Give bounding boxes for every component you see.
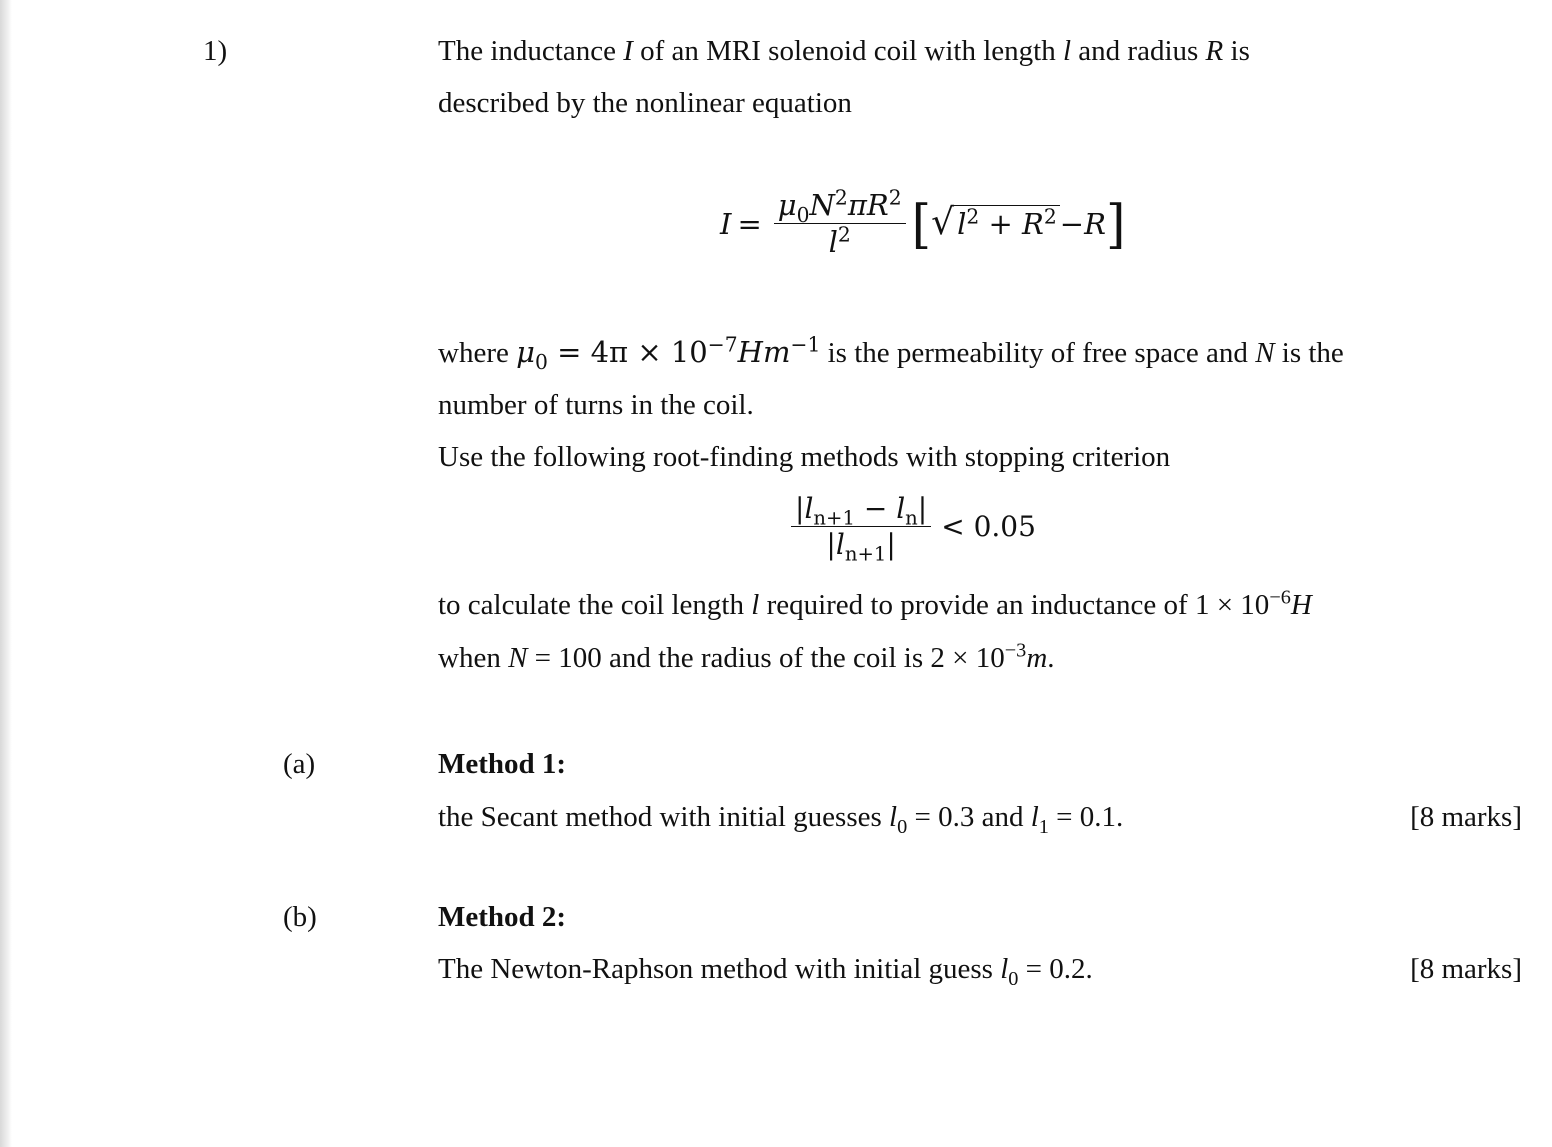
calc-line-2: when N = 100 and the radius of the coil is $2 \times 10^{-3}m$. — [438, 639, 1055, 674]
page-edge-shadow — [0, 0, 12, 1147]
calc-line-1: to calculate the coil length l required to provide an inductance of $1 \times 10^{-6}H$ — [438, 586, 1312, 621]
part-b-text: The Newton-Raphson method with initial guess $l_0 = 0.2$. — [438, 953, 1093, 990]
part-a-title: Method 1: — [438, 748, 567, 780]
part-b-label: (b) — [283, 901, 317, 933]
where-line-1: where $\mu_0 = 4\pi \times 10^{-7}Hm^{-1}$ is the permeability of free space and N is the — [438, 332, 1344, 374]
where-line-2: number of turns in the coil. — [438, 389, 754, 421]
equation-fraction: $\frac{\mu_0N^2\pi R^2}{l^2}$ — [774, 190, 906, 258]
intro-line-2: described by the nonlinear equation — [438, 87, 852, 119]
part-b-marks: [8 marks] — [1410, 953, 1522, 985]
criterion-fraction: $\frac{|l_{n+1} - l_n|}{|l_{n+1}|}$ — [791, 494, 931, 560]
use-methods-line: Use the following root-finding methods with stopping criterion — [438, 441, 1171, 473]
question-number: 1) — [203, 35, 228, 67]
part-a-text: the Secant method with initial guesses $l_0 = 0.3$ and $l_1 = 0.1$. — [438, 801, 1124, 838]
inductance-equation: I = $\frac{\mu_0N^2\pi R^2}{l^2}$ [ √ $l^2 + R^2$ − R ] — [720, 185, 1126, 260]
stopping-criterion: $\frac{|l_{n+1} - l_n|}{|l_{n+1}|}$ < 0.05 — [785, 494, 1036, 560]
part-b-title: Method 2: — [438, 901, 567, 933]
part-a-marks: [8 marks] — [1410, 801, 1522, 833]
square-root: √ $l^2 + R^2$ — [931, 205, 1060, 244]
part-a-label: (a) — [283, 748, 316, 780]
intro-line-1: The inductance I of an MRI solenoid coil with length l and radius R is — [438, 35, 1250, 67]
